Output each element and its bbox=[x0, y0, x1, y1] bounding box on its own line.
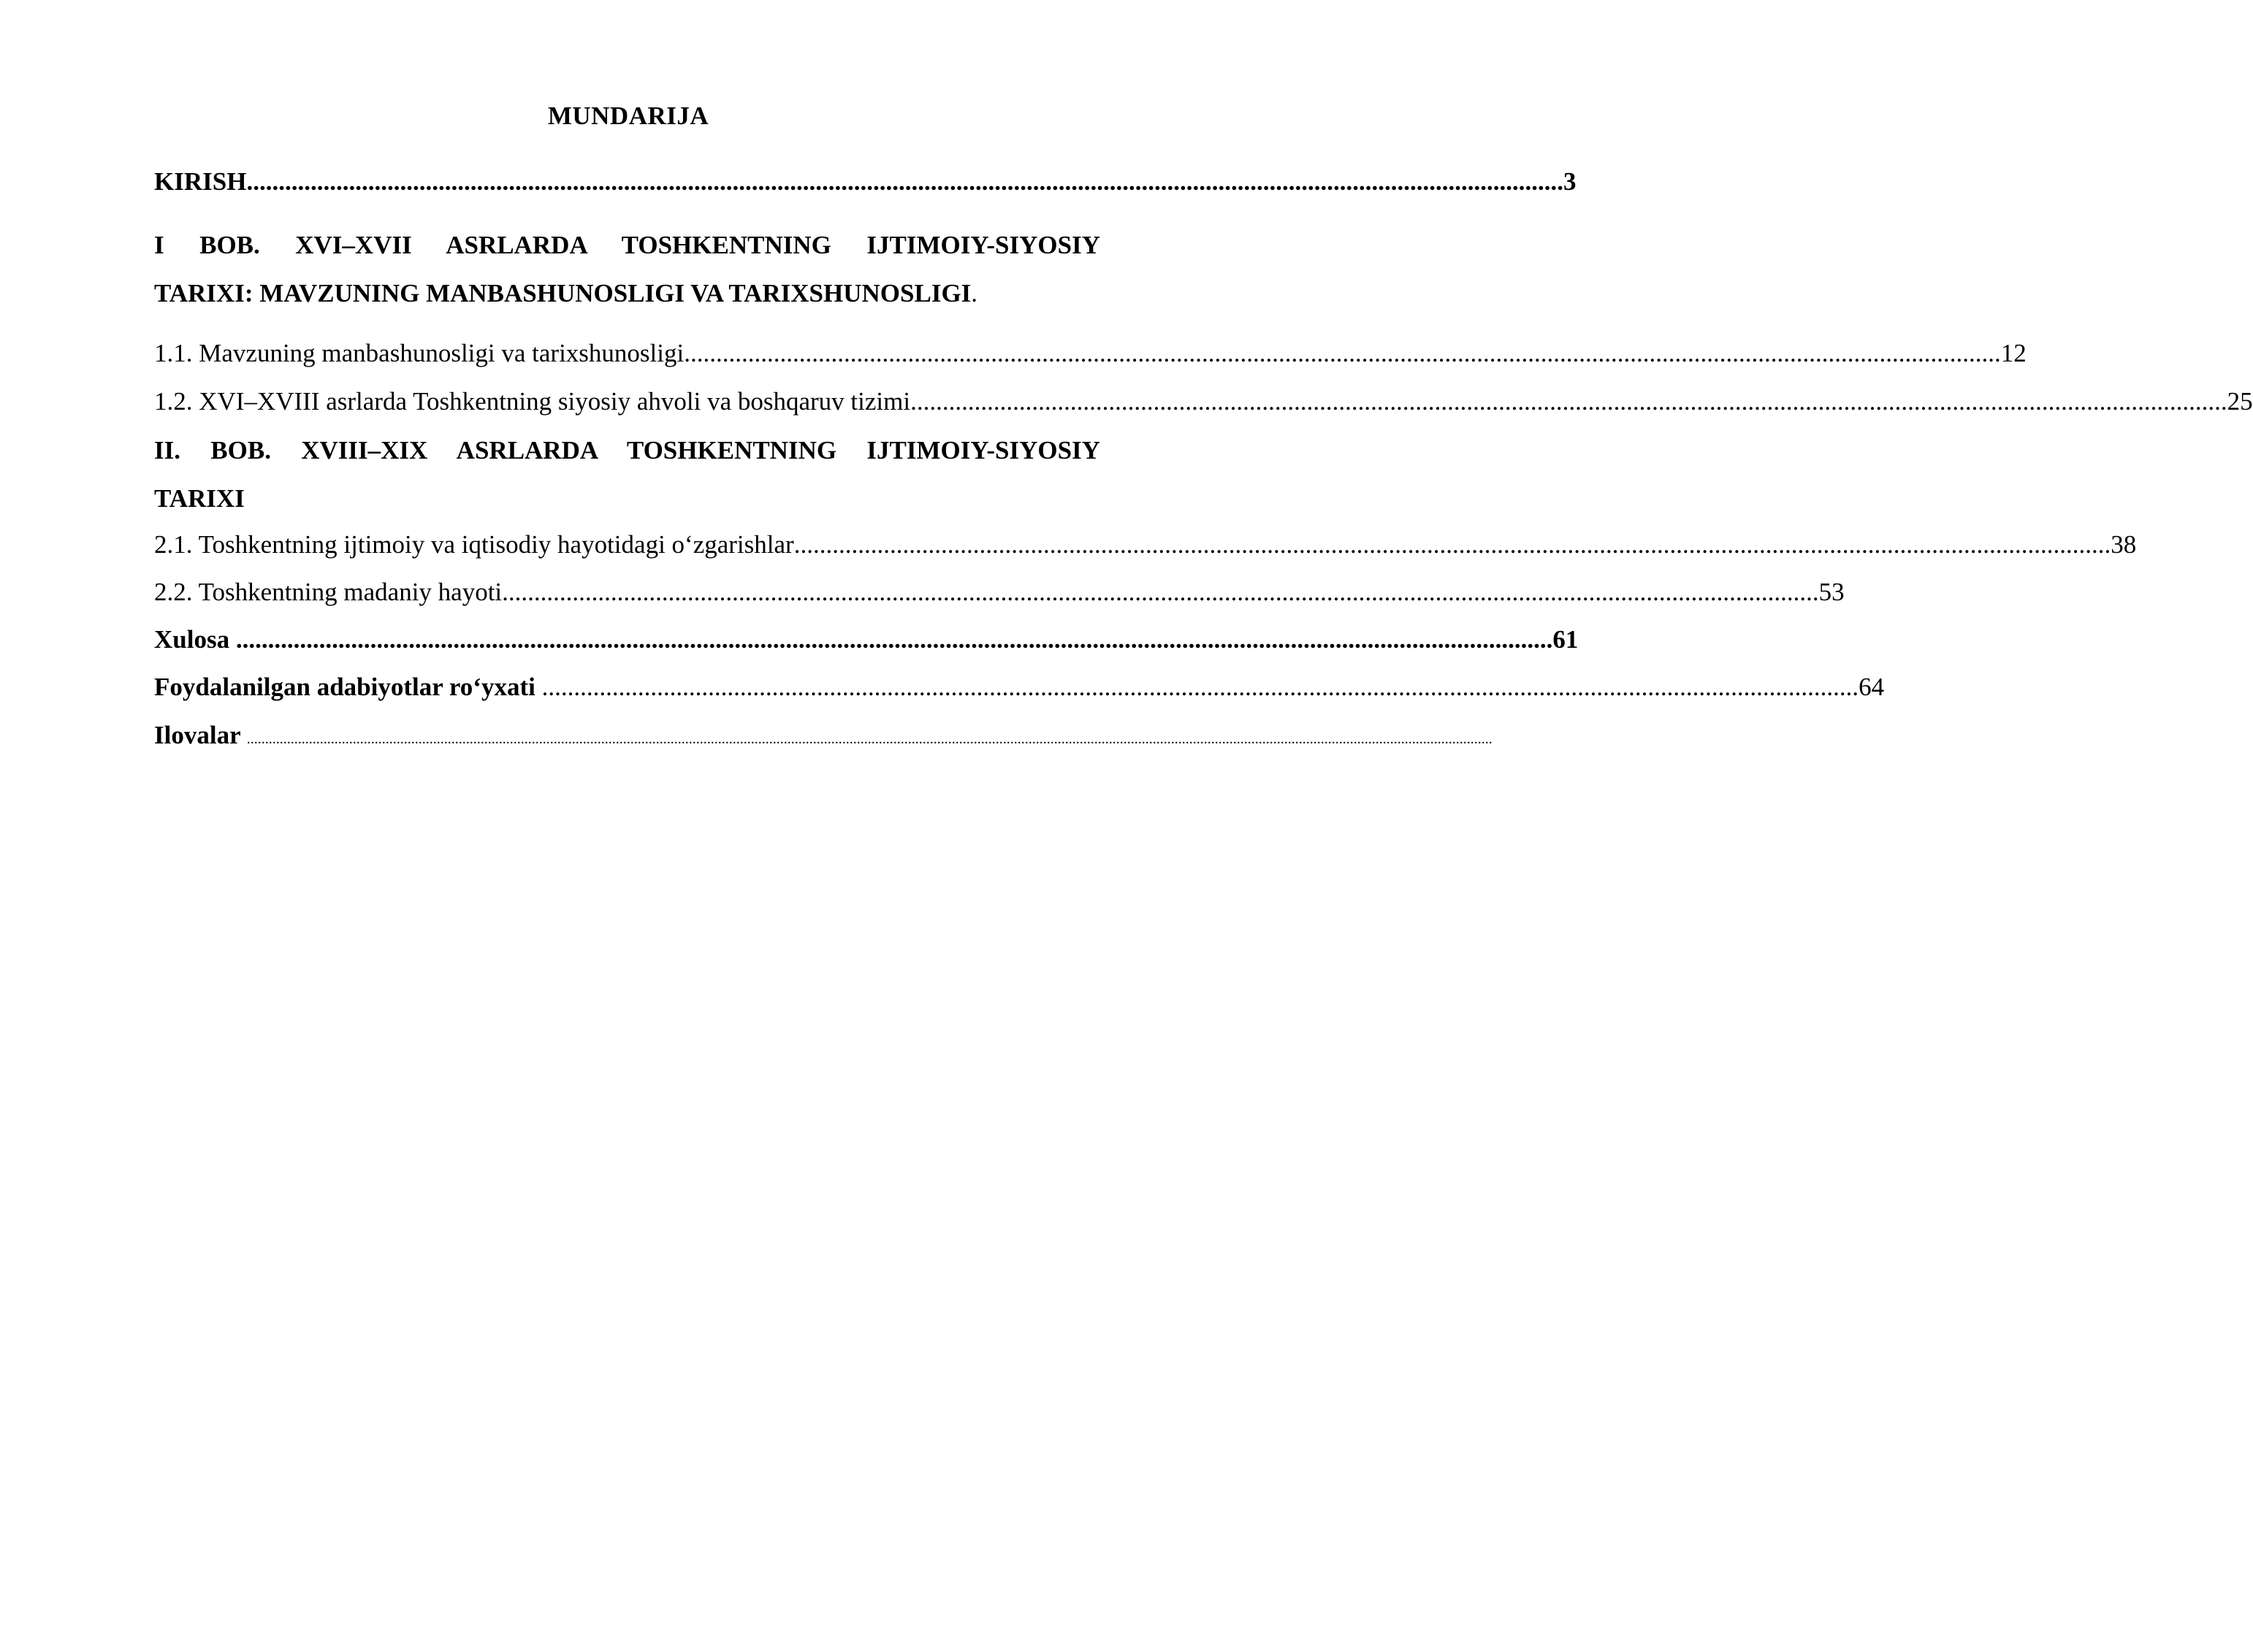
toc-entry-label: Xulosa bbox=[154, 625, 236, 654]
toc-entry-page: 64 bbox=[1859, 673, 1885, 701]
toc-entry-label: Ilovalar bbox=[154, 721, 247, 749]
toc-entry-label: KIRISH bbox=[154, 167, 247, 196]
chapter-heading-line bbox=[154, 269, 1100, 318]
dot-leader: .............................................................................................................................................................................................................. bbox=[793, 530, 2111, 559]
toc-title: MUNDARIJA bbox=[547, 102, 709, 130]
toc-entry-2-2[interactable] bbox=[154, 577, 1845, 608]
toc-entry-label: 2.1. Toshkentning ijtimoiy va iqtisodiy hayotidagi o‘zgarishlar bbox=[154, 530, 794, 559]
toc-chapter-1-heading[interactable] bbox=[154, 221, 1100, 318]
dot-leader: .............................................................................................................................................................................................................. bbox=[246, 167, 1563, 196]
toc-entry-bibliography[interactable] bbox=[154, 672, 1885, 703]
dot-leader: .............................................................................................................................................................................................................. bbox=[910, 387, 2227, 416]
toc-entry-page: 3 bbox=[1563, 167, 1577, 196]
chapter-heading-line: II. BOB. XVIII–XIX ASRLARDA TOSHKENTNING IJTIMOIY-SIYOSIY bbox=[154, 436, 1100, 464]
toc-entry-label: 1.1. Mavzuning manbashunosligi va tarixshunosligi bbox=[154, 339, 685, 367]
dot-leader: .............................................................................................................................................................................................................. bbox=[541, 673, 1859, 701]
dot-leader: ..................................................................................................................................................................................................................................................................................................................................................... bbox=[246, 731, 1493, 747]
toc-entry-kirish[interactable] bbox=[154, 167, 1577, 197]
toc-entry-page: 61 bbox=[1552, 625, 1579, 654]
toc-entry-label: Foydalanilgan adabiyotlar ro‘yxati bbox=[154, 673, 542, 701]
toc-chapter-2-heading[interactable] bbox=[154, 427, 1100, 523]
dot-leader: .............................................................................................................................................................................................................. bbox=[502, 578, 1819, 606]
chapter-heading-text: TARIXI: MAVZUNING MANBASHUNOSLIGI VA TARIXSHUNOSLIGI bbox=[154, 279, 972, 307]
toc-entry-label: 2.2. Toshkentning madaniy hayoti bbox=[154, 578, 503, 606]
dot-leader: .............................................................................................................................................................................................................. bbox=[235, 625, 1553, 654]
toc-entry-xulosa[interactable] bbox=[154, 624, 1579, 655]
dot-leader: .............................................................................................................................................................................................................. bbox=[684, 339, 2001, 367]
toc-entry-2-1[interactable] bbox=[154, 529, 2137, 560]
chapter-heading-line: I BOB. XVI–XVII ASRLARDA TOSHKENTNING IJTIMOIY-SIYOSIY bbox=[154, 231, 1100, 259]
toc-entry-page: 53 bbox=[1818, 578, 1845, 606]
toc-entry-1-2[interactable] bbox=[154, 386, 2253, 417]
chapter-heading-line: TARIXI bbox=[154, 484, 245, 513]
toc-entry-page: 38 bbox=[2111, 530, 2137, 559]
chapter-heading-trail: . bbox=[971, 279, 978, 307]
toc-entry-page: 12 bbox=[2000, 339, 2027, 367]
toc-entry-page: 25 bbox=[2227, 387, 2253, 416]
toc-entry-label: 1.2. XVI–XVIII asrlarda Toshkentning siyosiy ahvoli va boshqaruv tizimi bbox=[154, 387, 911, 416]
toc-entry-1-1[interactable] bbox=[154, 338, 2027, 369]
toc-entry-ilovalar[interactable] bbox=[154, 720, 1493, 754]
